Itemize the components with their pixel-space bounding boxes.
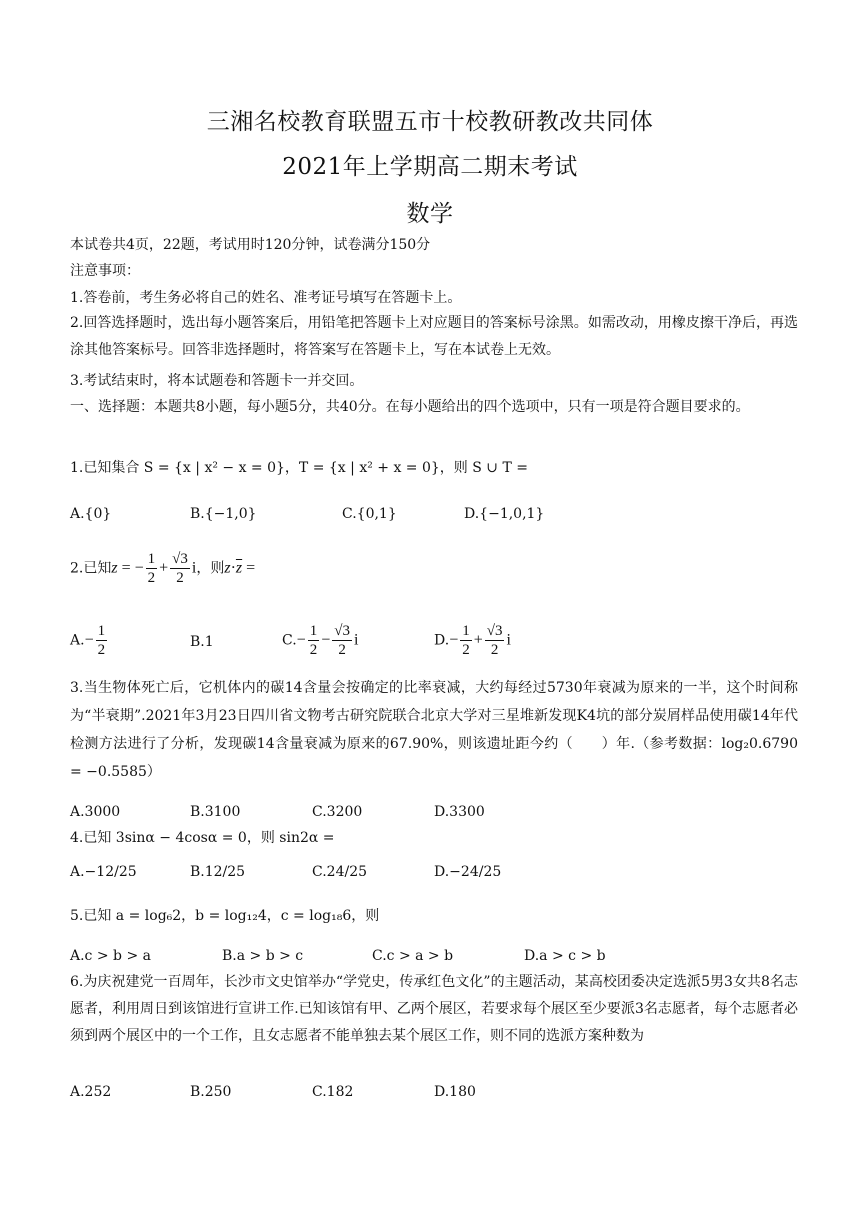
q6-option-a: A.252 <box>70 1084 112 1100</box>
question-6-stem: 6.为庆祝建党一百周年，长沙市文史馆举办“学党史，传承红色文化”的主题活动，某高校团委决定选派5男3女共8名志愿者，利用周日到该馆进行宣讲工作.已知该馆有甲、乙两个展区，若要求每个展区至少要派3名志愿者，每个志愿者必须到两个展区中的一个工作，且女志愿者不能单独去某个展区工作，则不同的选派方案种数为 <box>70 974 798 1044</box>
notice-title: 注意事项： <box>70 263 140 279</box>
q5-option-c: C.c > a > b <box>372 948 454 964</box>
q2-prefix: 2.已知 <box>70 560 112 577</box>
q6-option-b: B.250 <box>190 1084 232 1100</box>
q5-option-d: D.a > c > b <box>524 948 606 964</box>
q6-option-d: D.180 <box>434 1084 476 1100</box>
q1-option-b: B.{−1,0} <box>190 506 257 522</box>
q4-option-d: D.−24/25 <box>434 864 502 880</box>
exam-header-line2: 2021年上学期高二期末考试 <box>282 154 578 180</box>
q1-option-c: C.{0,1} <box>342 506 397 522</box>
q5-option-b: B.a > b > c <box>222 948 304 964</box>
q1-option-a: A.{0} <box>70 506 112 522</box>
question-2-stem: 2.已知z = − $\frac{1}{2}$ + $\frac{√3}{2}$ i，则$z\cdot\overline{z}$ = <box>70 551 256 586</box>
q2-option-a: A.− $\frac{1}{2}$ <box>70 623 106 658</box>
q2-suffix: ，则 <box>196 560 225 577</box>
q2-option-c: C.− $\frac{1}{2}$ − $\frac{√3}{2}$ i <box>282 623 359 658</box>
q3-option-b: B.3100 <box>190 804 241 820</box>
question-1-stem: 1.已知集合 S = {x | x² − x = 0}，T = {x | x² + x = 0}，则 S ∪ T = <box>70 460 528 476</box>
q5-option-a: A.c > b > a <box>70 948 151 964</box>
q6-option-c: C.182 <box>312 1084 354 1100</box>
q2-option-d: D.− $\frac{1}{2}$ + $\frac{√3}{2}$ i <box>434 623 511 658</box>
notice-item-3: 3.考试结束时，将本试题卷和答题卡一并交回。 <box>70 373 364 389</box>
subject-title: 数学 <box>406 201 454 227</box>
exam-info: 本试卷共4页，22题，考试用时120分钟，试卷满分150分 <box>70 237 431 253</box>
exam-header-line1: 三湘名校教育联盟五市十校教研教改共同体 <box>206 109 654 135</box>
q3-option-d: D.3300 <box>434 804 485 820</box>
q1-option-d: D.{−1,0,1} <box>464 506 545 522</box>
q4-option-a: A.−12/25 <box>70 864 137 880</box>
notice-item-1: 1.答卷前，考生务必将自己的姓名、准考证号填写在答题卡上。 <box>70 290 462 306</box>
question-4-stem: 4.已知 3sinα − 4cosα = 0，则 sin2α = <box>70 830 335 846</box>
q4-option-b: B.12/25 <box>190 864 246 880</box>
q2-option-b: B.1 <box>190 634 214 650</box>
question-3-stem: 3.当生物体死亡后，它机体内的碳14含量会按确定的比率衰减，大约每经过5730年衰减为原来的一半，这个时间称为“半衰期”.2021年3月23日四川省文物考古研究院联合北京大学对三星堆新发现K4坑的部分炭屑样品使用碳14年代检测方法进行了分析，发现碳14含量衰减为原来的67.90%，则该遗址距今约（ ）年.（参考数据：log₂0.6790 = −0.5585） <box>70 680 798 780</box>
notice-item-2: 2.回答选择题时，选出每小题答案后，用铅笔把答题卡上对应题目的答案标号涂黑。如需改动，用橡皮擦干净后，再选涂其他答案标号。回答非选择题时，将答案写在答题卡上，写在本试卷上无效。 <box>70 315 798 358</box>
q3-option-c: C.3200 <box>312 804 363 820</box>
section-heading: 一、选择题：本题共8小题，每小题5分，共40分。在每小题给出的四个选项中，只有一项是符合题目要求的。 <box>70 399 750 415</box>
q4-option-c: C.24/25 <box>312 864 368 880</box>
q3-option-a: A.3000 <box>70 804 121 820</box>
question-5-stem: 5.已知 a = log₆2，b = log₁₂4，c = log₁₈6，则 <box>70 908 380 924</box>
